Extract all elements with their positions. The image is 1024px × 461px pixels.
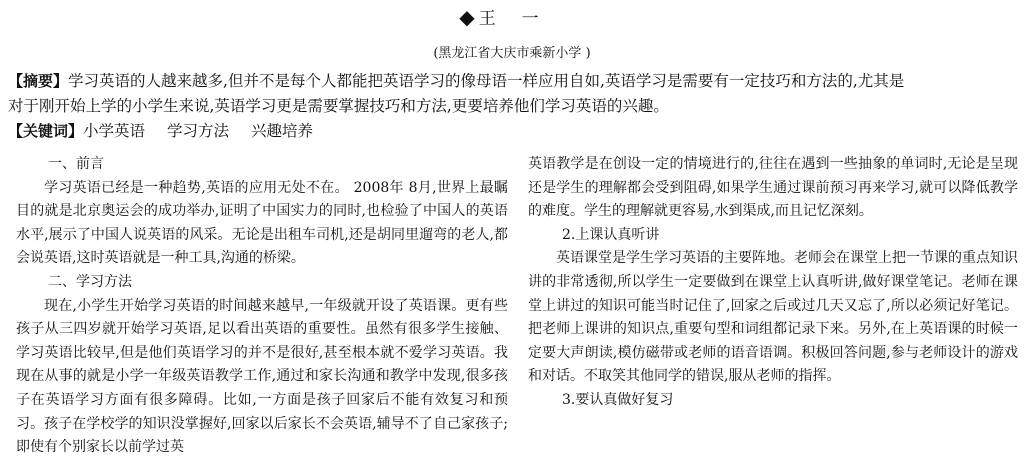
left-column <box>16 153 508 460</box>
abstract-line-1 <box>8 69 1016 94</box>
keywords-tag: 【关键词】 <box>8 122 84 140</box>
preview-paragraph: 英语教学是在创设一定的情境进行的,往往在遇到一些抽象的单词时,无论是呈现还是学生的理解都会受到阻碍,如果学生通过课前预习再来学习,就可以降低教学的难度。学生的理解就更容易,水到渠成,而且记忆深刻。 <box>528 156 1018 220</box>
abstract-text-2: 对于刚开始上学的小学生来说,英语学习更是需要掌握技巧和方法,更要培养他们学习英语的兴趣。 <box>8 97 669 115</box>
subheading-review: 3.要认真做好复习 <box>562 391 674 408</box>
section-heading-methods: 二、学习方法 <box>48 273 132 290</box>
methods-paragraph: 现在,小学生开始学习英语的时间越来越早,一年级就开设了英语课。更有些孩子从三四岁就开始学习英语,足以看出英语的重要性。虽然有很多学生接触、学习英语比较早,但是他们英语学习的并不是很好,甚至根本就不爱学习英语。我现在从事的就是小学一年级英语教学工作,通过和家长沟通和教学中发现,很多孩子在英语学习方面有很多障碍。比如,一方面是孩子回家后不能有效复习和预习。孩子在学校学的知识没掌握好,回家以后家长不会英语,辅导不了自己家孩子;即使有个别家长以前学过英 <box>16 297 508 456</box>
keyword-item: 小学英语 <box>83 122 146 140</box>
right-column <box>528 153 1018 413</box>
abstract-text-1: 学习英语的人越来越多,但并不是每个人都能把英语学习的像母语一样应用自如,英语学习是需要有一定技巧和方法的,尤其是 <box>68 72 905 90</box>
listen-paragraph: 英语课堂是学生学习英语的主要阵地。老师会在课堂上把一节课的重点知识讲的非常透彻,所以学生一定要做到在课堂上认真听讲,做好课堂笔记。老师在课堂上讲过的知识可能当时记住了,回家之后或过几天又忘了,所以必须记好笔记。把老师上课讲的知识点,重要句型和词组都记录下来。另外,在上英语课的时候一定要大声朗读,模仿磁带或老师的语音语调。积极回答问题,参与老师设计的游戏和对话。不取笑其他同学的错误,服从老师的指挥。 <box>528 250 1018 385</box>
keyword-item: 兴趣培养 <box>251 122 314 140</box>
author-line <box>0 4 1024 29</box>
author-name: 王一 <box>478 9 565 29</box>
subheading-listen: 2.上课认真听讲 <box>562 226 660 243</box>
section-heading-intro: 一、前言 <box>48 156 104 172</box>
keyword-item: 学习方法 <box>167 122 230 140</box>
abstract-section <box>8 69 1016 144</box>
author-affiliation: (黑龙江省大庆市乘新小学 ) <box>433 46 591 61</box>
abstract-line-2 <box>8 94 1016 119</box>
diamond-bullet-icon: ◆ <box>459 5 477 29</box>
intro-paragraph: 学习英语已经是一种趋势,英语的应用无处不在。 2008年 8月,世界上最瞩目的就是北京奥运会的成功举办,证明了中国实力的同时,也检验了中国人的英语水平,展示了中国人说英语的风采。无论是出租车司机,还是胡同里遛弯的老人,都会说英语,这时英语就是一种工具,沟通的桥梁。 <box>16 179 508 267</box>
abstract-tag: 【摘要】 <box>8 72 69 90</box>
keywords-line <box>8 119 1016 144</box>
